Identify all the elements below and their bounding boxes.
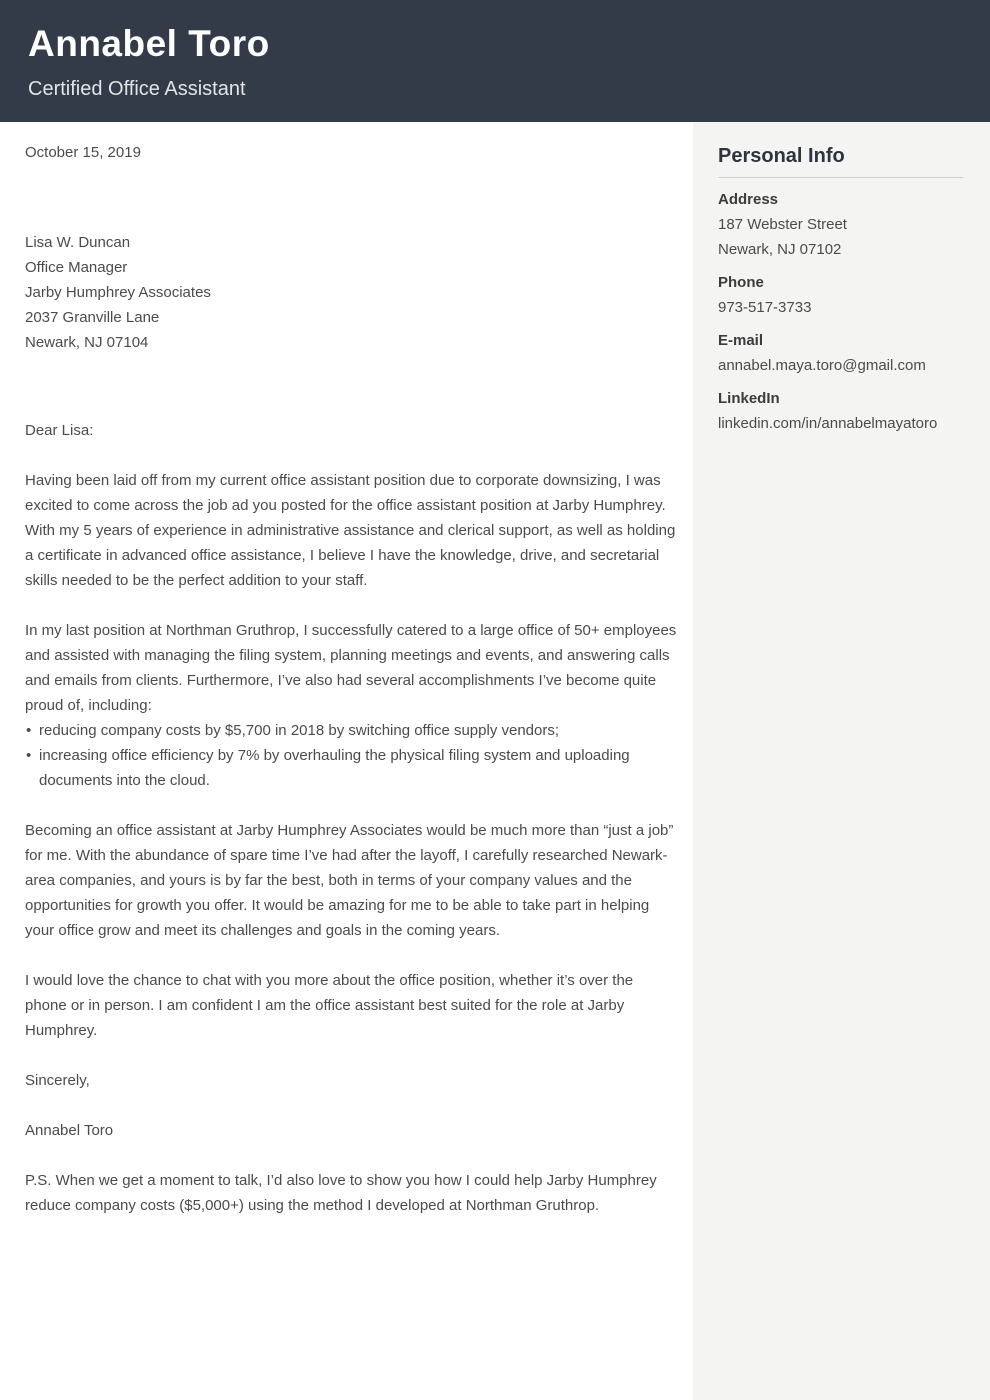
sidebar-section-address [718, 187, 963, 262]
phone-value: 973-517-3733 [718, 299, 812, 316]
letter-date: October 15, 2019 [25, 144, 141, 161]
recipient-block [25, 230, 679, 355]
signature-name: Annabel Toro [25, 1122, 114, 1139]
recipient-company: Jarby Humphrey Associates [25, 284, 211, 301]
salutation: Dear Lisa: [25, 422, 94, 439]
email-label: E-mail [718, 332, 764, 349]
recipient-street: 2037 Granville Lane [25, 309, 160, 326]
recipient-name: Lisa W. Duncan [25, 234, 131, 251]
accomplishment-item: • increasing office efficiency by 7% by overhauling the physical filing system and uploading documents into the cloud. [25, 743, 679, 793]
linkedin-label: LinkedIn [718, 390, 780, 407]
paragraph-motivation: Becoming an office assistant at Jarby Humphrey Associates would be much more than “just a job” for me. With the abundance of spare time I’ve had after the layoff, I carefully researched Newark-area companies, and yours is by far the best, both in terms of your company values and the opportunities for growth you offer. It would be amazing for me to be able to take part in helping your office grow and meet its challenges and goals in the coming years. [25, 822, 674, 939]
paragraph-call-to-action: I would love the chance to chat with you more about the office position, whether it’s over the phone or in person. I am confident I am the office assistant best suited for the role at Jarby Humphrey. [25, 972, 634, 1039]
accomplishment-item: • reducing company costs by $5,700 in 2018 by switching office supply vendors; [25, 718, 679, 743]
personal-info-sidebar [693, 122, 990, 1400]
paragraph-experience: In my last position at Northman Gruthrop, I successfully catered to a large office of 50+ employees and assisted with managing the filing system, planning meetings and events, and answering calls and emails from clients. Furthermore, I’ve also had several accomplishments I’ve become quite proud of, including: [25, 622, 677, 714]
phone-label: Phone [718, 274, 764, 291]
sidebar-title: Personal Info [718, 145, 845, 167]
address-label: Address [718, 191, 779, 208]
header-band [0, 0, 990, 122]
sidebar-section-linkedin [718, 386, 963, 436]
linkedin-value: linkedin.com/in/annabelmayatoro [718, 415, 938, 432]
sidebar-section-phone [718, 270, 963, 320]
postscript: P.S. When we get a moment to talk, I’d also love to show you how I could help Jarby Humphrey reduce company costs ($5,000+) using the method I developed at Northman Gruthrop. [25, 1172, 657, 1214]
paragraph-intro: Having been laid off from my current office assistant position due to corporate downsizing, I was excited to come across the job ad you posted for the office assistant position at Jarby Humphrey. With my 5 years of experience in administrative assistance and clerical support, as well as holding a certificate in advanced office assistance, I believe I have the knowledge, drive, and secretarial skills needed to be the perfect addition to your staff. [25, 472, 676, 589]
email-value: annabel.maya.toro@gmail.com [718, 357, 926, 374]
sidebar-title-divider [718, 177, 963, 178]
recipient-city: Newark, NJ 07104 [25, 334, 149, 351]
address-line: Newark, NJ 07102 [718, 241, 842, 258]
closing: Sincerely, [25, 1072, 90, 1089]
accomplishment-list [25, 718, 679, 793]
address-line: 187 Webster Street [718, 216, 847, 233]
applicant-job-title: Certified Office Assistant [28, 78, 246, 100]
recipient-role: Office Manager [25, 259, 128, 276]
sidebar-section-email [718, 328, 963, 378]
letter-body [0, 122, 693, 1218]
applicant-name: Annabel Toro [28, 23, 270, 64]
